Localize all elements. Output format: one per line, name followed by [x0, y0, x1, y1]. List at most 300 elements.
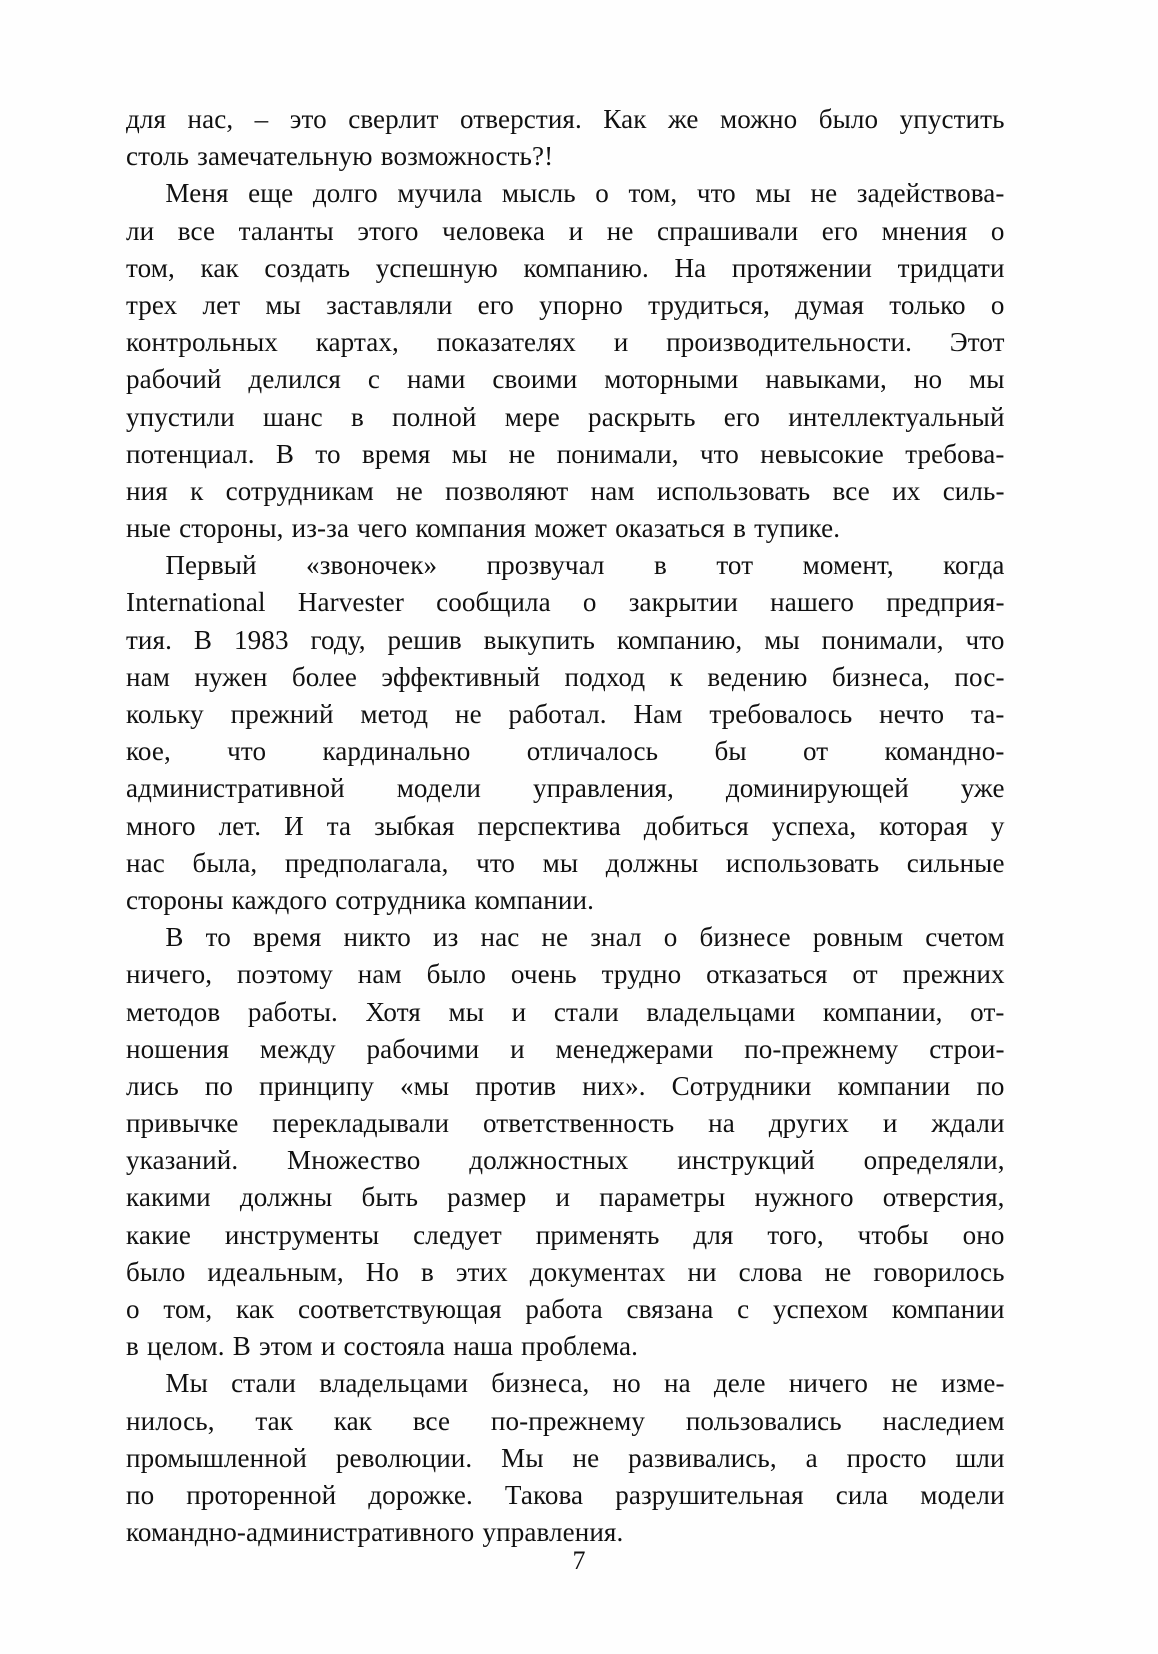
text-line: [126, 137, 1005, 174]
word: что: [699, 437, 739, 469]
word: позволяют: [445, 474, 569, 506]
text-line: [126, 1290, 1005, 1327]
word: счетом: [925, 921, 1005, 953]
word: перспектива: [477, 809, 621, 841]
paragraph: [126, 100, 1005, 174]
word: требова-: [905, 437, 1005, 469]
word: нечто: [879, 698, 945, 729]
word: может: [534, 512, 607, 544]
word: какими: [126, 1181, 211, 1213]
word: с: [367, 363, 381, 395]
word: нам: [126, 660, 170, 692]
word: же: [667, 103, 699, 134]
word: требовалось: [709, 698, 853, 729]
word: а: [805, 1441, 818, 1473]
word: то: [205, 921, 231, 953]
word: быть: [361, 1181, 419, 1213]
word: тия.: [126, 623, 172, 655]
word: можно: [720, 103, 798, 134]
word: прозвучал: [486, 549, 605, 581]
word: компания: [415, 512, 527, 544]
word: только: [889, 288, 966, 320]
word: о: [595, 177, 609, 209]
word: Первый: [165, 549, 257, 581]
word: и: [613, 326, 629, 358]
word: какие: [126, 1218, 191, 1250]
text-line: [126, 546, 1005, 583]
word: упорно: [539, 288, 623, 320]
word: ничего,: [126, 958, 213, 990]
word: стали: [553, 995, 619, 1027]
text-line: [126, 621, 1005, 658]
word: отличалось: [526, 735, 659, 767]
word: что: [476, 846, 516, 878]
word: В: [165, 921, 184, 953]
word: не: [541, 921, 569, 953]
word: менеджерами: [555, 1032, 714, 1064]
word: параметры: [599, 1181, 726, 1213]
word: для: [693, 1218, 734, 1250]
word: должны: [239, 1181, 333, 1213]
word: чтобы: [857, 1218, 929, 1250]
word: тот: [716, 549, 754, 581]
word: работы.: [247, 995, 338, 1027]
word: следует: [413, 1218, 502, 1250]
word: International: [126, 586, 266, 618]
word: развивались,: [628, 1441, 777, 1473]
word: упустили: [126, 400, 235, 432]
word: момент,: [802, 549, 894, 581]
word: стороны: [126, 883, 224, 915]
word: изме-: [941, 1367, 1005, 1399]
word: ждали: [931, 1107, 1005, 1139]
word: картах,: [315, 326, 399, 358]
word: сообщила: [436, 586, 551, 618]
word: показателях: [436, 326, 576, 358]
word: компании: [837, 1069, 951, 1101]
word: этих: [455, 1255, 508, 1287]
word: от: [802, 735, 829, 767]
word: рабочими: [366, 1032, 480, 1064]
word: пос-: [954, 660, 1005, 692]
word: просто: [846, 1441, 927, 1473]
word: уже: [960, 772, 1005, 804]
text-line: [126, 249, 1005, 286]
word: мы: [969, 363, 1005, 395]
text-line: [126, 323, 1005, 360]
word: тупике.: [754, 512, 841, 544]
word: много: [126, 809, 196, 841]
word: нами: [406, 363, 466, 395]
word: Сотрудники: [671, 1069, 812, 1101]
word: как: [235, 1293, 275, 1324]
word: оно: [962, 1218, 1005, 1250]
word: от: [852, 958, 878, 990]
word: прежних: [902, 958, 1005, 990]
word: у: [990, 809, 1005, 841]
word: спрашивали: [657, 214, 799, 246]
word: промышленной: [126, 1441, 308, 1473]
word: Harvester: [297, 586, 405, 618]
text-line: [126, 435, 1005, 472]
word: нужен: [194, 660, 268, 692]
word: соответствующая: [297, 1293, 502, 1324]
word: по-прежнему: [490, 1404, 646, 1436]
word: когда: [943, 549, 1005, 581]
word: трудно: [601, 958, 682, 990]
word: не: [824, 1255, 852, 1287]
text-line: [126, 1513, 1005, 1550]
page-text-block: [126, 100, 1005, 1550]
word: знал: [590, 921, 642, 953]
word: кое,: [126, 735, 171, 767]
word: –: [254, 103, 269, 134]
word: владельцами: [319, 1367, 469, 1399]
word: протяжении: [731, 251, 872, 283]
word: мысль: [501, 177, 576, 209]
text-line: [126, 1104, 1005, 1141]
text-line: [126, 1327, 1005, 1364]
word: указаний.: [126, 1144, 239, 1176]
word: мы: [764, 623, 800, 655]
word: лет: [202, 288, 241, 320]
word: стороны,: [179, 512, 284, 544]
word: В: [275, 437, 295, 469]
word: ничего: [788, 1367, 869, 1399]
word: и: [510, 1032, 525, 1064]
word: мнения: [881, 214, 968, 246]
word: размер: [447, 1181, 527, 1213]
word: силь-: [942, 474, 1005, 506]
text-line: [126, 1216, 1005, 1253]
word: применять: [535, 1218, 660, 1250]
word: управления,: [532, 772, 674, 804]
word: каждого: [231, 883, 328, 915]
word: возможность?!: [380, 140, 554, 172]
word: трудиться,: [648, 288, 770, 320]
word: и: [882, 1107, 898, 1139]
paragraph: [126, 546, 1005, 918]
word: по: [204, 1069, 234, 1101]
text-line: [126, 100, 1005, 137]
text-line: [126, 509, 1005, 546]
word: успеха,: [771, 809, 857, 841]
word: успехом: [772, 1293, 869, 1324]
word: не: [508, 437, 536, 469]
word: в: [421, 1255, 434, 1287]
word: так: [255, 1404, 294, 1436]
word: этом: [259, 1330, 313, 1362]
word: производительности.: [666, 326, 912, 358]
word: что: [965, 623, 1005, 655]
word: сотрудникам: [225, 474, 374, 506]
word: работал.: [508, 698, 607, 729]
word: доминирующей: [725, 772, 909, 804]
text-line: [126, 1439, 1005, 1476]
word: к: [190, 474, 204, 506]
word: что: [696, 177, 736, 209]
word: понимали,: [556, 437, 679, 469]
word: эффективный: [381, 660, 541, 692]
word: из: [432, 921, 459, 953]
word: Этот: [949, 326, 1005, 358]
word: по: [126, 1478, 155, 1510]
word: бизнеса,: [491, 1367, 590, 1399]
word: привычке: [126, 1107, 239, 1139]
paragraph: [126, 174, 1005, 546]
word: нилось,: [126, 1404, 215, 1436]
word: в: [733, 512, 747, 544]
word: поэтому: [236, 958, 333, 990]
word: нашего: [770, 586, 855, 618]
text-line: [126, 732, 1005, 769]
text-line: [126, 955, 1005, 992]
word: их: [892, 474, 921, 506]
word: ли: [126, 214, 155, 246]
word: делился: [248, 363, 341, 395]
word: было: [126, 1255, 186, 1287]
text-line: [126, 1030, 1005, 1067]
word: сверлит: [348, 103, 439, 134]
word: Такова: [504, 1478, 584, 1510]
word: инструменты: [224, 1218, 380, 1250]
word: таланты: [238, 214, 334, 246]
word: замечательную: [197, 140, 373, 172]
word: потенциал.: [126, 437, 255, 469]
word: о: [990, 288, 1005, 320]
word: из-за: [291, 512, 350, 544]
word: не: [396, 474, 423, 506]
text-line: [126, 993, 1005, 1030]
word: компании.: [474, 883, 594, 915]
word: задействова-: [856, 177, 1005, 209]
word: еще: [248, 177, 294, 209]
word: все: [412, 1404, 451, 1436]
word: трех: [126, 288, 178, 320]
word: раскрыть: [588, 400, 696, 432]
word: предполагала,: [284, 846, 449, 878]
word: рабочий: [126, 363, 222, 395]
word: чего: [357, 512, 408, 544]
word: по-прежнему: [744, 1032, 899, 1064]
word: мы: [265, 288, 301, 320]
word: на: [663, 1367, 691, 1399]
word: метод: [360, 698, 429, 729]
word: тридцати: [897, 251, 1005, 283]
word: ные: [126, 512, 172, 544]
word: Мы: [165, 1367, 208, 1399]
word: отверстия.: [460, 103, 582, 134]
word: его: [821, 214, 859, 246]
text-line: [126, 881, 1005, 918]
word: что: [227, 735, 267, 767]
word: бизнеса,: [831, 660, 930, 692]
word: пользовались: [685, 1404, 842, 1436]
word: очень: [510, 958, 577, 990]
word: них».: [582, 1069, 646, 1101]
word: в: [351, 400, 364, 432]
word: разрушительная: [615, 1478, 804, 1510]
text-line: [126, 695, 1005, 732]
word: более: [291, 660, 357, 692]
word: этого: [357, 214, 419, 246]
word: мы: [451, 437, 488, 469]
word: ни: [687, 1255, 717, 1287]
word: на: [708, 1107, 735, 1139]
word: работа: [525, 1293, 603, 1324]
word: шанс: [262, 400, 323, 432]
text-line: [126, 1253, 1005, 1290]
word: том,: [163, 1293, 213, 1324]
word: компанию,: [616, 623, 743, 655]
word: проблема.: [521, 1330, 639, 1362]
word: навыками,: [765, 363, 887, 395]
word: определяли,: [863, 1144, 1005, 1176]
word: Мы: [501, 1441, 544, 1473]
word: ответственность: [482, 1107, 675, 1139]
word: том,: [126, 251, 175, 283]
word: том,: [628, 177, 678, 209]
word: компании: [891, 1293, 1005, 1324]
text-line: [126, 1141, 1005, 1178]
word: не: [572, 1441, 600, 1473]
word: решив: [387, 623, 462, 655]
word: стали: [231, 1367, 297, 1399]
word: году,: [310, 623, 366, 655]
word: все: [177, 214, 216, 246]
word: его: [477, 288, 514, 320]
word: ровным: [812, 921, 904, 953]
word: сильные: [906, 846, 1005, 878]
text-line: [126, 1364, 1005, 1401]
word: модели: [396, 772, 482, 804]
word: документах: [529, 1255, 666, 1287]
word: нам: [357, 958, 402, 990]
word: говорилось: [873, 1255, 1005, 1287]
word: та: [326, 809, 352, 841]
text-line: [126, 1067, 1005, 1104]
word: и: [555, 1181, 571, 1213]
word: заставляли: [326, 288, 453, 320]
word: время: [253, 921, 322, 953]
word: слова: [738, 1255, 803, 1287]
text-line: [126, 583, 1005, 620]
word: в: [126, 1330, 139, 1362]
word: не: [454, 698, 482, 729]
word: интеллектуальный: [788, 400, 1005, 432]
text-line: [126, 174, 1005, 211]
word: но: [612, 1367, 641, 1399]
word: использовать: [656, 474, 811, 506]
word: ния: [126, 474, 168, 506]
paragraph: [126, 1364, 1005, 1550]
word: нас: [480, 921, 520, 953]
word: бизнесе: [699, 921, 791, 953]
word: нужного: [754, 1181, 854, 1213]
word: дорожке.: [368, 1478, 473, 1510]
word: о: [990, 214, 1005, 246]
text-line: [126, 918, 1005, 955]
word: того,: [767, 1218, 824, 1250]
word: о: [663, 921, 678, 953]
word: не: [606, 214, 634, 246]
word: шли: [955, 1441, 1005, 1473]
word: добиться: [643, 809, 749, 841]
word: ведению: [707, 660, 808, 692]
text-line: [126, 212, 1005, 249]
word: идеальным,: [207, 1255, 344, 1287]
word: Множество: [287, 1144, 421, 1176]
word: но: [913, 363, 943, 395]
word: наследием: [882, 1404, 1005, 1436]
word: строи-: [929, 1032, 1005, 1064]
word: упустить: [899, 103, 1005, 134]
word: деле: [713, 1367, 766, 1399]
word: На: [674, 251, 707, 283]
word: И: [284, 809, 304, 841]
word: других: [768, 1107, 849, 1139]
word: Нам: [633, 698, 683, 729]
word: перекладывали: [272, 1107, 450, 1139]
word: отказаться: [706, 958, 828, 990]
word: выкупить: [483, 623, 595, 655]
word: мы: [755, 177, 791, 209]
word: понимали,: [821, 623, 944, 655]
word: наша: [453, 1330, 514, 1362]
word: компании,: [822, 995, 943, 1027]
word: не: [810, 177, 838, 209]
word: сила: [835, 1478, 889, 1510]
text-line: [126, 769, 1005, 806]
word: та-: [971, 698, 1005, 729]
word: своими: [492, 363, 578, 395]
word: В: [232, 1330, 251, 1362]
word: состояла: [343, 1330, 446, 1362]
word: по: [976, 1069, 1005, 1101]
word: создать: [264, 251, 351, 283]
text-line: [126, 398, 1005, 435]
word: должностных: [469, 1144, 629, 1176]
word: долго: [312, 177, 378, 209]
word: подход: [564, 660, 646, 692]
word: было: [426, 958, 487, 990]
word: закрытии: [628, 586, 738, 618]
word: кардинально: [322, 735, 471, 767]
word: владельцами: [646, 995, 796, 1027]
word: мы: [448, 995, 485, 1027]
page-number: 7: [572, 1546, 586, 1575]
word: кольку: [126, 698, 204, 729]
text-line: [126, 807, 1005, 844]
word: компанию.: [523, 251, 649, 283]
word: между: [259, 1032, 336, 1064]
text-line: [126, 360, 1005, 397]
text-line: [126, 658, 1005, 695]
word: использовать: [725, 846, 880, 878]
word: как: [333, 1404, 373, 1436]
word: модели: [920, 1478, 1005, 1510]
word: революции.: [335, 1441, 473, 1473]
paragraph: [126, 918, 1005, 1364]
word: успешную: [375, 251, 498, 283]
word: командно-административного: [126, 1516, 475, 1548]
word: о: [126, 1293, 140, 1324]
word: «звоночек»: [306, 549, 438, 581]
word: время: [361, 437, 431, 469]
word: все: [832, 474, 870, 506]
word: проторенной: [186, 1478, 337, 1510]
word: мы: [542, 846, 579, 878]
